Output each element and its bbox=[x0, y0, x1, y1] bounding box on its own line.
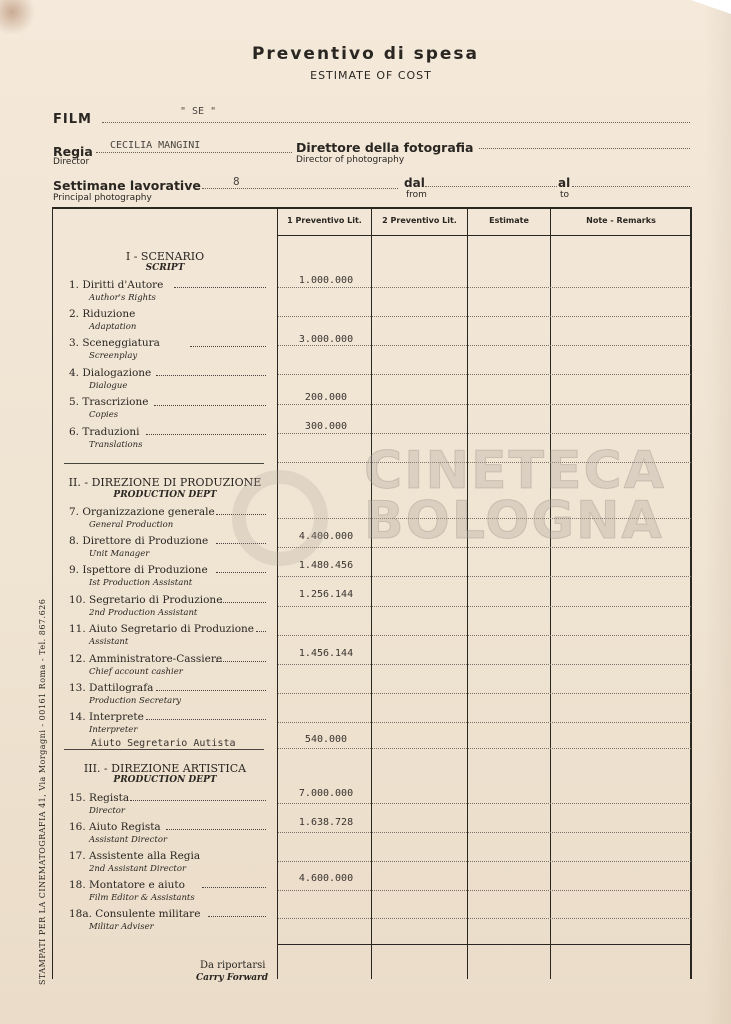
section-2-subtitle: PRODUCTION DEPT bbox=[113, 490, 217, 500]
leader-dots bbox=[154, 405, 266, 406]
row-line bbox=[278, 635, 691, 636]
item-13-en: Production Secretary bbox=[89, 696, 182, 706]
leader-dots bbox=[256, 631, 266, 632]
weeks-en: Principal photography bbox=[53, 193, 152, 203]
item-15-en: Director bbox=[89, 806, 125, 816]
item-11-en: Assistant bbox=[89, 637, 129, 647]
col-head-preventivo-1: 1 Preventivo Lit. bbox=[287, 216, 362, 225]
item-9-label: 9. Ispettore di Produzione bbox=[69, 564, 208, 576]
row-line bbox=[278, 693, 691, 694]
section-divider bbox=[64, 463, 264, 464]
row-line bbox=[278, 606, 691, 607]
watermark-logo-circle bbox=[232, 470, 328, 566]
item-4-label: 4. Dialogazione bbox=[69, 367, 152, 379]
row-line bbox=[278, 345, 691, 346]
item-17-label: 17. Assistente alla Regia bbox=[69, 850, 201, 862]
col-head-estimate: Estimate bbox=[489, 216, 529, 225]
item-10-value: 1.256.144 bbox=[298, 589, 354, 600]
item-5-label: 5. Trascrizione bbox=[69, 396, 149, 408]
item-10-label: 10. Segretario di Produzione bbox=[69, 594, 223, 606]
item-4-en: Dialogue bbox=[89, 381, 128, 391]
item-18-label: 18. Montatore e aiuto bbox=[69, 879, 185, 891]
leader-dots bbox=[166, 829, 266, 830]
row-line bbox=[278, 918, 691, 919]
header-underline bbox=[277, 235, 692, 236]
table-bottom-rule bbox=[277, 944, 692, 945]
item-6-value: 300.000 bbox=[304, 421, 348, 432]
row-line bbox=[278, 664, 691, 665]
item-1-label: 1. Diritti d'Autore bbox=[69, 279, 164, 291]
item-5-en: Copies bbox=[89, 410, 119, 420]
row-line bbox=[278, 316, 691, 317]
section-3-title: III. - DIREZIONE ARTISTICA bbox=[83, 762, 247, 775]
row-line bbox=[278, 404, 691, 405]
section-1-title: I - SCENARIO bbox=[125, 250, 205, 263]
item-14-en: Interpreter bbox=[89, 725, 138, 735]
item-2-en: Adaptation bbox=[89, 322, 137, 332]
leader-dots bbox=[216, 661, 266, 662]
leader-dots bbox=[190, 346, 266, 347]
document-title: Preventivo di spesa bbox=[251, 44, 480, 64]
row-line bbox=[278, 890, 691, 891]
item-8-label: 8. Direttore di Produzione bbox=[69, 535, 209, 547]
weeks-label: Settimane lavorative bbox=[53, 178, 201, 193]
corner-stain bbox=[0, 0, 36, 34]
al-en: to bbox=[560, 190, 570, 200]
row-line bbox=[278, 861, 691, 862]
item-13-label: 13. Dattilografa bbox=[69, 682, 154, 694]
item-8-value: 4.400.000 bbox=[298, 531, 354, 542]
item-3-value: 3.000.000 bbox=[298, 334, 354, 345]
weeks-value: 8 bbox=[233, 175, 240, 188]
section-divider bbox=[64, 749, 264, 750]
watermark-text bbox=[364, 441, 666, 551]
leader-dots bbox=[156, 375, 266, 376]
section-2-title: II. - DIREZIONE DI PRODUZIONE bbox=[68, 476, 262, 489]
item-16-en: Assistant Director bbox=[89, 835, 168, 845]
leader-dots bbox=[156, 690, 266, 691]
leader-dots bbox=[208, 916, 266, 917]
film-label: FILM bbox=[53, 112, 92, 127]
typed-extra-value: 540.000 bbox=[304, 734, 348, 745]
dal-en: from bbox=[406, 190, 427, 200]
leader-dots bbox=[216, 572, 266, 573]
section-1-subtitle: SCRIPT bbox=[145, 263, 185, 273]
leader-dots bbox=[174, 287, 266, 288]
item-17-en: 2nd Assistant Director bbox=[89, 864, 187, 874]
al-dotline bbox=[572, 186, 690, 187]
item-14-label: 14. Interprete bbox=[69, 711, 144, 723]
regia-label: Regia bbox=[53, 144, 93, 159]
col-divider-4 bbox=[550, 207, 551, 979]
item-16-label: 16. Aiuto Regista bbox=[69, 821, 161, 833]
row-line bbox=[278, 748, 691, 749]
carry-forward-en: Carry Forward bbox=[196, 973, 269, 983]
item-3-en: Screenplay bbox=[89, 351, 138, 361]
item-12-label: 12. Amministratore-Cassiere bbox=[69, 653, 223, 665]
printer-imprint: STAMPATI PER LA CINEMATOGRAFIA 41, Via Morgagni - 00161 Roma - Tel. 867.626 bbox=[38, 598, 47, 985]
col-divider-1 bbox=[277, 207, 278, 979]
item-2-label: 2. Riduzione bbox=[69, 308, 136, 320]
col-divider-3 bbox=[467, 207, 468, 979]
page-edge-shadow bbox=[705, 0, 731, 1024]
section-3-subtitle: PRODUCTION DEPT bbox=[113, 775, 217, 785]
col-head-notes: Note - Remarks bbox=[586, 216, 656, 225]
watermark-line-1: CINETECA bbox=[364, 441, 666, 501]
item-3-label: 3. Sceneggiatura bbox=[69, 337, 160, 349]
dop-en: Director of photography bbox=[296, 155, 405, 165]
watermark-line-2: BOLOGNA bbox=[364, 491, 664, 551]
row-line bbox=[278, 576, 691, 577]
al-label: al bbox=[558, 176, 571, 190]
item-7-label: 7. Organizzazione generale bbox=[69, 506, 215, 518]
item-11-label: 11. Aiuto Segretario di Produzione bbox=[69, 623, 254, 635]
item-9-value: 1.480.456 bbox=[298, 560, 354, 571]
row-line bbox=[278, 374, 691, 375]
leader-dots bbox=[146, 434, 266, 435]
item-16-value: 1.638.728 bbox=[298, 817, 354, 828]
leader-dots bbox=[220, 602, 266, 603]
item-18a-label: 18a. Consulente militare bbox=[69, 908, 201, 920]
row-line bbox=[278, 803, 691, 804]
row-line bbox=[278, 832, 691, 833]
item-6-label: 6. Traduzioni bbox=[69, 426, 140, 438]
film-value: " SE " bbox=[180, 106, 217, 117]
regia-dotline bbox=[96, 152, 292, 153]
document-subtitle: ESTIMATE OF COST bbox=[310, 69, 432, 82]
item-12-value: 1.456.144 bbox=[298, 648, 354, 659]
dal-label: dal bbox=[404, 176, 425, 190]
item-18-value: 4.600.000 bbox=[298, 873, 354, 884]
item-15-label: 15. Regista bbox=[69, 792, 130, 804]
item-1-value: 1.000.000 bbox=[298, 275, 354, 286]
weeks-dotline bbox=[202, 188, 398, 189]
dop-dotline bbox=[479, 148, 690, 149]
carry-forward-it: Da riportarsi bbox=[200, 960, 266, 971]
film-dotline bbox=[102, 122, 690, 123]
regia-value: CECILIA MANGINI bbox=[110, 140, 201, 151]
leader-dots bbox=[202, 887, 266, 888]
row-line bbox=[278, 287, 691, 288]
item-10-en: 2nd Production Assistant bbox=[89, 608, 198, 618]
item-9-en: Ist Production Assistant bbox=[89, 578, 193, 588]
item-8-en: Unit Manager bbox=[89, 549, 150, 559]
typed-extra-label: Aiuto Segretario Autista bbox=[91, 738, 236, 749]
item-15-value: 7.000.000 bbox=[298, 788, 354, 799]
row-line bbox=[278, 433, 691, 434]
item-18a-en: Militar Adviser bbox=[89, 922, 154, 932]
item-12-en: Chief account cashier bbox=[89, 667, 183, 677]
leader-dots bbox=[146, 719, 266, 720]
dal-dotline bbox=[425, 186, 557, 187]
item-1-en: Author's Rights bbox=[89, 293, 156, 303]
regia-en: Director bbox=[53, 157, 90, 167]
item-5-value: 200.000 bbox=[304, 392, 348, 403]
dop-label: Direttore della fotografia bbox=[296, 140, 474, 155]
item-18-en: Film Editor & Assistants bbox=[89, 893, 195, 903]
item-6-en: Translations bbox=[89, 440, 143, 450]
row-line bbox=[278, 722, 691, 723]
item-7-en: General Production bbox=[89, 520, 174, 530]
leader-dots bbox=[130, 800, 266, 801]
col-head-preventivo-2: 2 Preventivo Lit. bbox=[382, 216, 457, 225]
